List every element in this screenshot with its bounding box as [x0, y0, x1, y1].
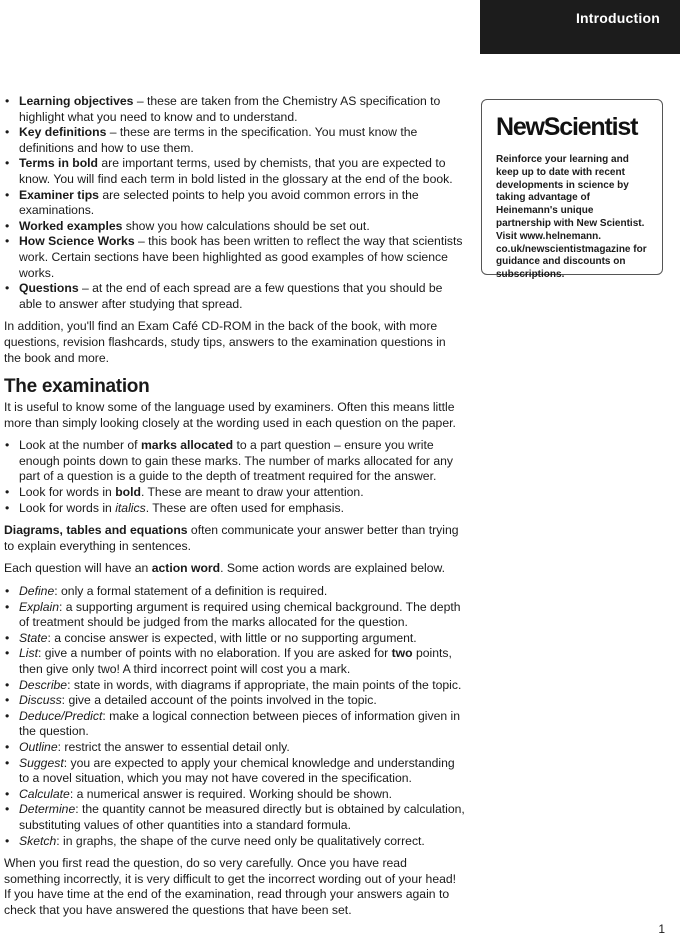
closing-paragraph: When you first read the question, do so very carefully. Once you have read something incorrectly, it is very difficult to get the incorrect wording out of your head! If you have time at the end of the examination, read through your answers again to check that you have answered the questions that have been set.: [4, 856, 457, 917]
feature-term: Terms in bold: [19, 156, 98, 171]
action-word-item: [4, 740, 466, 756]
action-word-item: [4, 834, 466, 850]
action-word-item: [4, 600, 466, 631]
diagrams-lead: Diagrams, tables and equations: [4, 523, 188, 538]
action-word-item: [4, 756, 466, 787]
section-title: Introduction: [575, 10, 660, 26]
action-word-definition: : make a logical connection between pieces of information given in the question.: [19, 708, 461, 739]
action-word: Suggest: [19, 755, 64, 770]
exam-tips-list: [4, 438, 466, 516]
tip-text: Look for words in: [19, 485, 116, 500]
action-text: . Some action words are explained below.: [220, 561, 446, 576]
feature-text: – at the end of each spread are a few questions that you should be able to answer after studying that spread.: [19, 281, 443, 311]
action-word-item: [4, 584, 466, 600]
feature-text: are selected points to help you avoid common errors in the examinations.: [19, 187, 419, 218]
tip-text: . These are often used for emphasis.: [145, 500, 344, 515]
feature-term: Key definitions: [19, 125, 107, 140]
action-word: List: [19, 646, 38, 661]
action-word: Outline: [19, 739, 58, 754]
action-word: Calculate: [19, 786, 70, 801]
action-word-definition: : give a detailed account of the points involved in the topic.: [61, 693, 377, 708]
action-word-item: [4, 646, 466, 677]
main-content: [4, 94, 466, 919]
feature-term: How Science Works: [19, 234, 135, 249]
examination-intro: It is useful to know some of the language used by examiners. Often this means little more than simply looking closely at the wording used in each question on the paper.: [4, 400, 456, 430]
action-word-definition: : the quantity cannot be measured directly but is obtained by calculation, substituting values of other quantities into a standard formula.: [19, 802, 465, 832]
feature-item: [4, 156, 466, 187]
action-word-emphasis: two: [391, 646, 413, 661]
action-word: Deduce/Predict: [19, 708, 103, 723]
action-words-list: [4, 584, 466, 849]
feature-item: [4, 94, 466, 125]
cd-rom-paragraph: In addition, you'll find an Exam Café CD-ROM in the back of the book, with more questions, revision flashcards, study tips, answers to the examination questions in the book and more.: [4, 319, 446, 365]
action-word: Determine: [19, 802, 76, 817]
diagrams-paragraph: [4, 523, 466, 554]
action-text: Each question will have an: [4, 561, 152, 576]
action-word: Define: [19, 584, 55, 599]
feature-term: Worked examples: [19, 218, 123, 233]
new-scientist-box: [481, 99, 663, 281]
action-word-item: [4, 631, 466, 647]
feature-text: are important terms, used by chemists, that you are expected to know. You will find each term in bold listed in the glossary at the end of the book.: [19, 156, 453, 186]
section-header-tab: [480, 0, 680, 54]
tip-text: to a part question – ensure you write enough points down to gain these marks. The number of marks allocated for any part of a question is a guide to the depth of treatment required for the answer.: [19, 438, 454, 484]
action-word: Describe: [19, 677, 68, 692]
tip-text: Look at the number of: [19, 438, 141, 453]
tip-emphasis: marks allocated: [140, 438, 234, 453]
feature-term: Learning objectives: [19, 94, 134, 108]
action-word-definition: : only a formal statement of a definition is required.: [54, 584, 328, 599]
action-word-paragraph: [4, 561, 466, 577]
action-word-definition: : state in words, with diagrams if appropriate, the main points of the topic.: [67, 677, 462, 692]
new-scientist-text: Reinforce your learning and keep up to date with recent developments in science by taking advantage of Heinemann's unique partnership with New Scientist. Visit www.helnemann. co.uk/newscientistmagazine for guidance and discounts on subscriptions.: [496, 154, 647, 281]
action-word: Discuss: [19, 693, 62, 708]
exam-tip-item: [4, 485, 466, 501]
features-list: [4, 94, 466, 312]
action-word-definition: : a concise answer is expected, with little or no supporting argument.: [47, 630, 417, 645]
feature-text: show you how calculations should be set out.: [122, 218, 370, 233]
action-word-item: [4, 678, 466, 694]
tip-text: Look for words in: [19, 500, 116, 515]
action-word-item: [4, 787, 466, 803]
exam-tip-item: [4, 438, 466, 485]
diagrams-text: often communicate your answer better than trying to explain everything in sentences.: [4, 523, 459, 553]
action-emphasis: action word: [151, 561, 221, 576]
action-word: Explain: [19, 599, 59, 614]
action-word-definition: : you are expected to apply your chemical knowledge and understanding to a novel situation, which you may not have covered in the specification.: [19, 755, 455, 786]
feature-item: [4, 188, 466, 219]
exam-tip-item: [4, 501, 466, 517]
action-word-item: [4, 693, 466, 709]
feature-item: [4, 281, 466, 312]
action-word-item: [4, 802, 466, 833]
feature-item: [4, 219, 466, 235]
feature-text: – this book has been written to reflect the way that scientists work. Certain sections have been highlighted as good examples of how science works.: [19, 234, 463, 280]
tip-text: . These are meant to draw your attention.: [140, 485, 364, 500]
examination-heading: The examination: [4, 376, 150, 398]
feature-text: – these are taken from the Chemistry AS specification to highlight what you need to know and to understand.: [19, 94, 441, 124]
feature-text: – these are terms in the specification. You must know the definitions and how to use them.: [19, 125, 418, 155]
page-number: 1: [658, 922, 665, 936]
action-word-definition: : restrict the answer to essential detail only.: [57, 739, 290, 754]
new-scientist-logo: NewScientist: [496, 113, 638, 141]
action-word-definition: : give a number of points with no elaboration. If you are asked for: [37, 646, 392, 661]
tip-emphasis: bold: [115, 485, 141, 500]
action-word-definition: : a numerical answer is required. Working should be shown.: [69, 786, 393, 801]
feature-item: [4, 234, 466, 281]
feature-item: [4, 125, 466, 156]
action-word-definition: : a supporting argument is required using chemical background. The depth of treatment should be judged from the marks allocated for the question.: [19, 599, 461, 630]
action-word: State: [19, 630, 48, 645]
action-word-item: [4, 709, 466, 740]
action-word-definition: points, then give only two! A third incorrect point will cost you a mark.: [19, 646, 452, 676]
feature-term: Examiner tips: [19, 187, 99, 202]
action-word: Sketch: [19, 833, 57, 848]
feature-term: Questions: [19, 281, 79, 296]
action-word-definition: : in graphs, the shape of the curve need only be qualitatively correct.: [56, 833, 425, 848]
tip-emphasis: italics: [115, 500, 146, 515]
